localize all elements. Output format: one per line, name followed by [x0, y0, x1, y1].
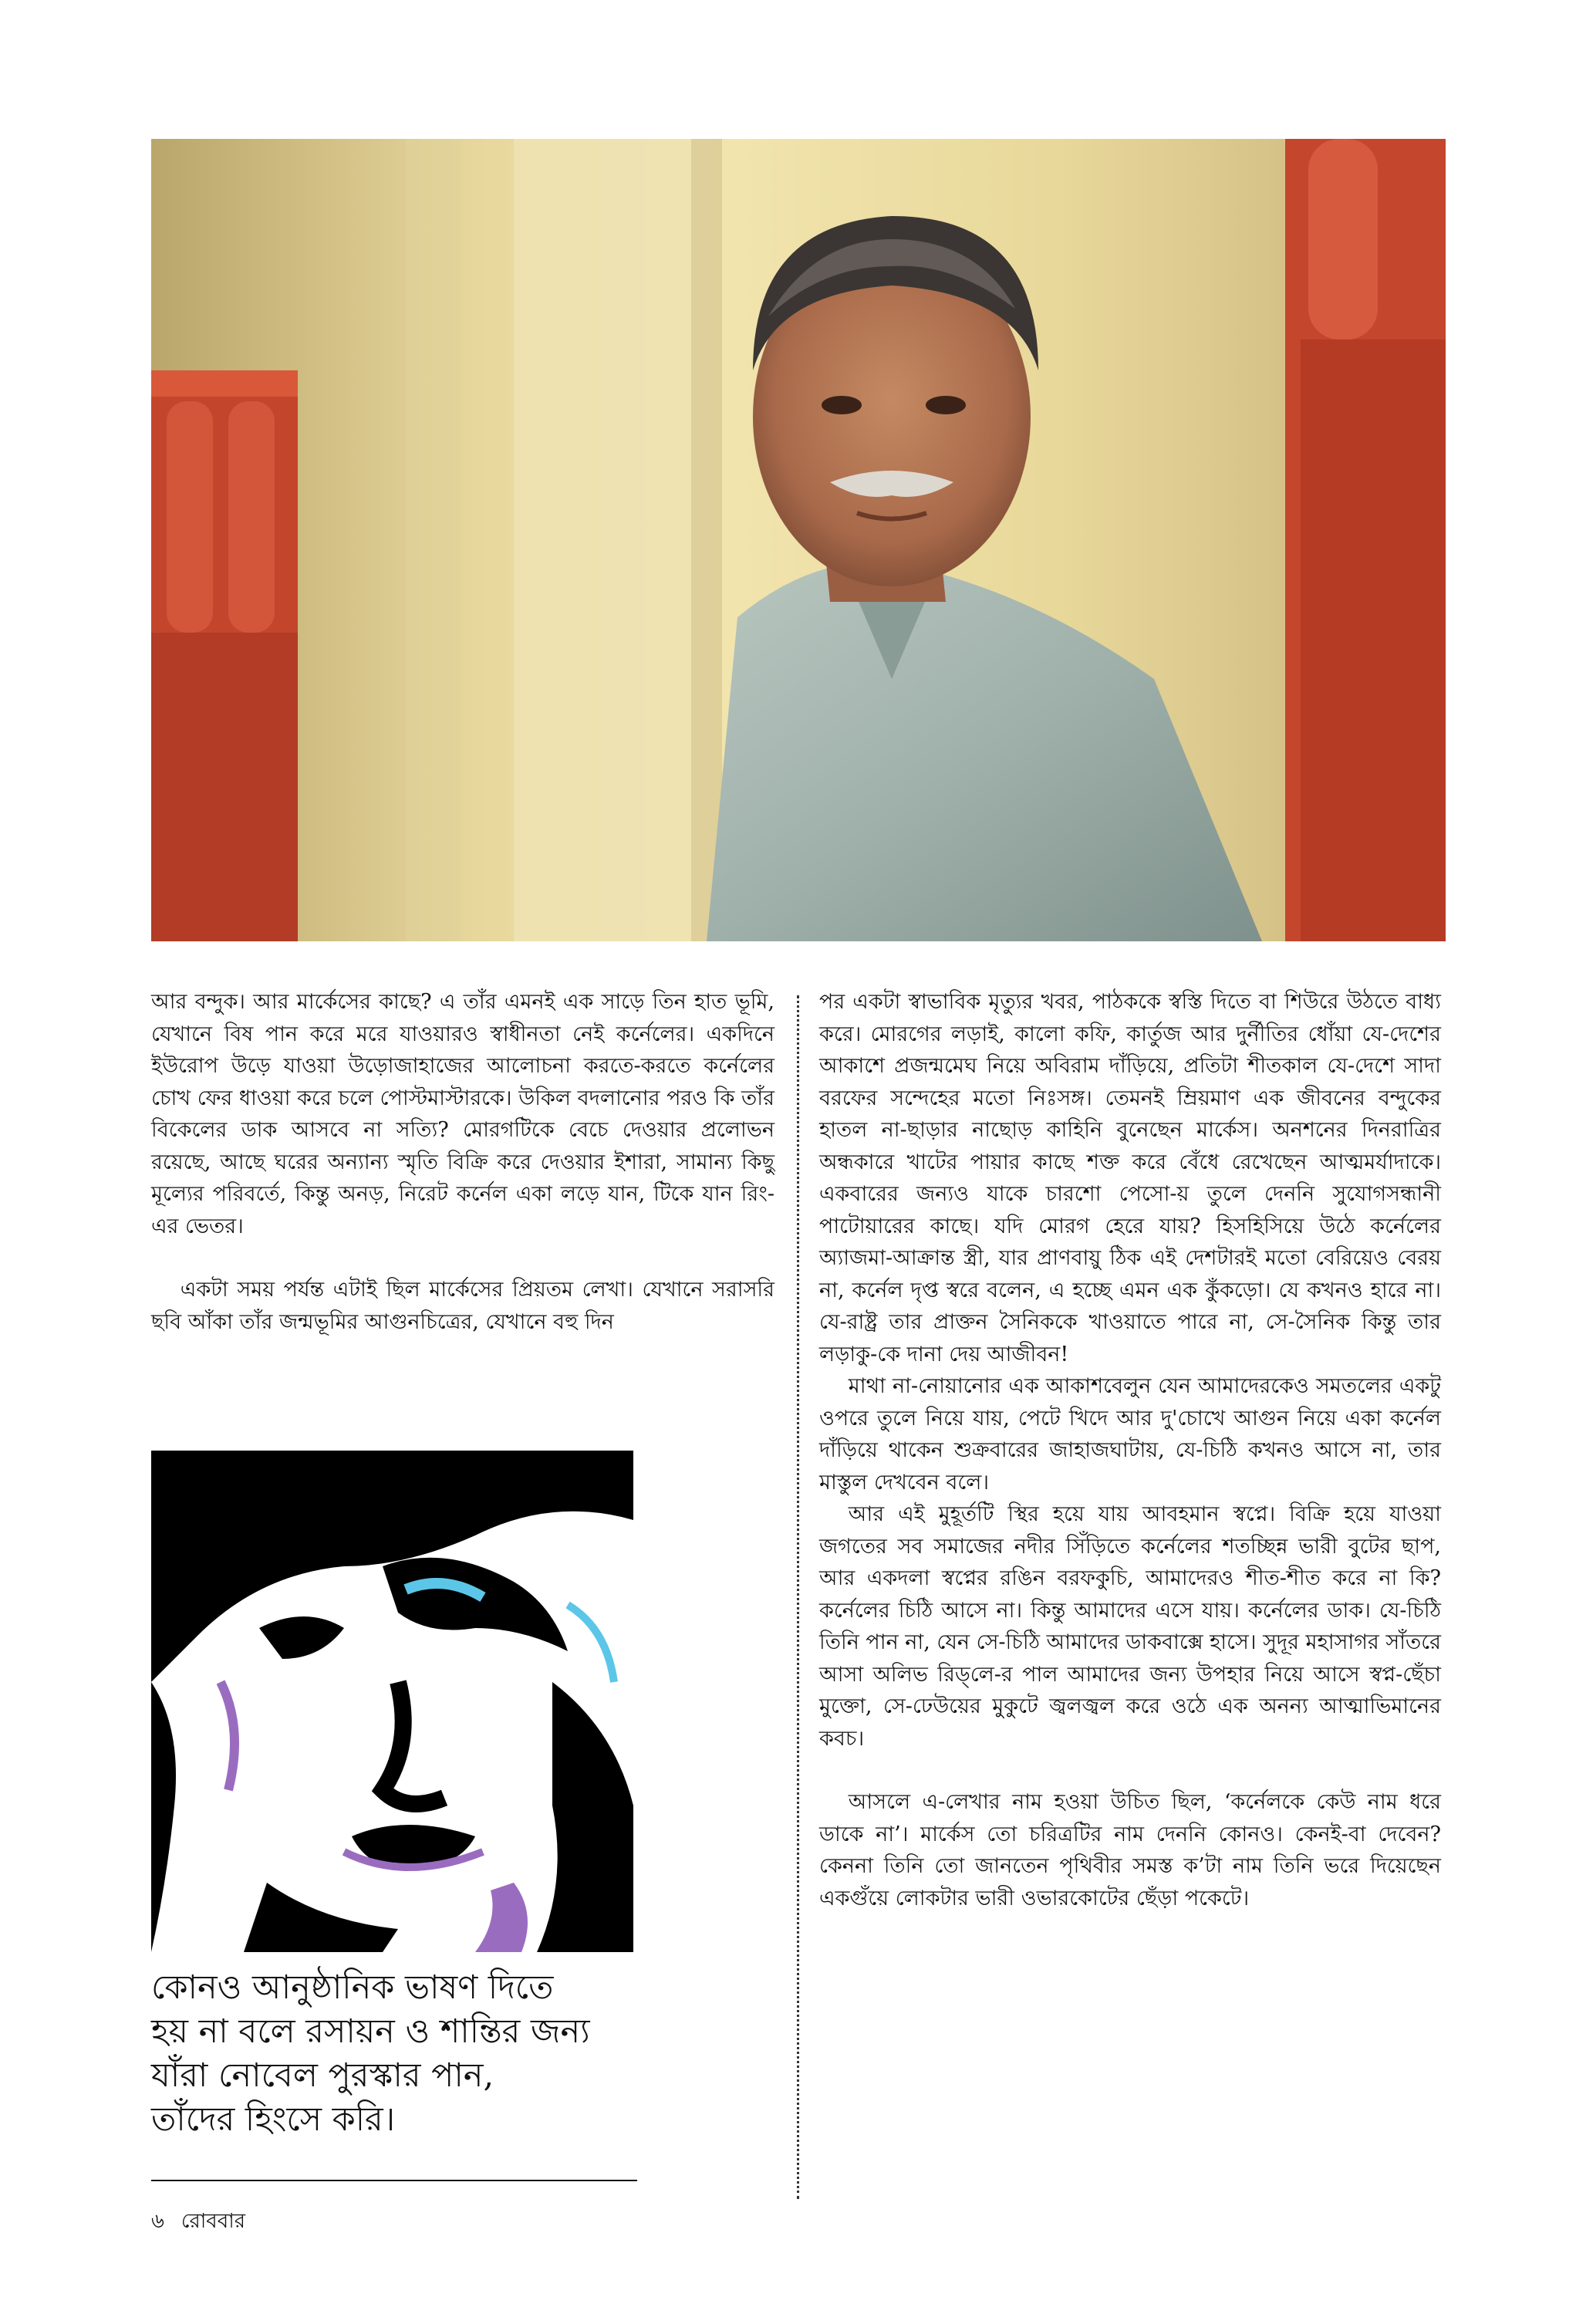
section-name: রোববার [181, 2210, 246, 2233]
portrait-art [151, 1451, 633, 1952]
pull-quote [151, 1966, 645, 2142]
right-paragraph-4: আসলে এ-লেখার নাম হওয়া উচিত ছিল, ‘কর্নেলকে কেউ নাম ধরে ডাকে না’। মার্কেস তো চরিত্রটির নাম দেননি কোনও। কেনই-বা দেবেন? কেননা তিনি তো জানতেন পৃথিবীর সমস্ত ক’টা নাম তিনি ভরে দিয়েছেন একগুঁয়ে লোকটার ভারী ওভারকোটের ছেঁড়া পকেটে। [819, 1790, 1441, 1910]
hero-photo-illustration [151, 139, 1446, 941]
right-paragraph-1: পর একটা স্বাভাবিক মৃত্যুর খবর, পাঠককে স্বস্তি দিতে বা শিউরে উঠতে বাধ্য করে। মোরগের লড়াই, কালো কফি, কার্তুজ আর দুর্নীতির ধোঁয়া যে-দেশের আকাশে প্রজন্মমেঘ নিয়ে অবিরাম দাঁড়িয়ে, প্রতিটা শীতকাল যে-দেশে সাদা বরফের সন্দেহের মতো নিঃসঙ্গ। তেমনই ম্রিয়মাণ এক জীবনের বন্দুকের হাতল না-ছাড়ার নাছোড় কাহিনি বুনেছেন মার্কেস। অনশনের দিনরাত্রির অন্ধকারে খাটের পায়ার কাছে শক্ত করে বেঁধে রেখেছেন আত্মমর্যাদাকে। একবারের জন্যও যাকে চারশো পেসো-য় তুলে দেননি সুযোগসন্ধানী পাটোয়ারের কাছে। যদি মোরগ হেরে যায়? হিসহিসিয়ে উঠে কর্নেলের অ্যাজমা-আক্রান্ত স্ত্রী, যার প্রাণবায়ু ঠিক এই দেশটারই মতো বেরিয়েও বেরয় না, কর্নেল দৃপ্ত স্বরে বলেন, এ হচ্ছে এমন এক কুঁকড়ো। যে কখনও হারে না। যে-রাষ্ট্র তার প্রাক্তন সৈনিককে খাওয়াতে পারে না, সে-সৈনিক কিন্তু তার লড়াকু-কে দানা দেয় আজীবন! [819, 990, 1441, 1366]
right-paragraph-3: আর এই মুহূর্তটি স্থির হয়ে যায় আবহমান স্বপ্নে। বিক্রি হয়ে যাওয়া জগতের সব সমাজের নদীর সিঁড়িতে কর্নেলের শতচ্ছিন্ন ভারী বুটের ছাপ, আর একদলা স্বপ্নের রঙিন বরফকুচি, আমাদেরও শীত-শীত করে না কি? কর্নেলের চিঠি আসে না। কিন্তু আমাদের এসে যায়। কর্নেলের ডাক। যে-চিঠি তিনি পান না, যেন সে-চিঠি আমাদের ডাকবাক্সে হাসে। সুদূর মহাসাগর সাঁতরে আসা অলিভ রিড্‌লে-র পাল আমাদের জন্য উপহার নিয়ে আসে স্বপ্ন-ছেঁচা মুক্তো, সে-ঢেউয়ের মুকুটে জ্বলজ্বল করে ওঠে এক অনন্য আত্মাভিমানের কবচ। [819, 1502, 1441, 1751]
right-column [819, 986, 1441, 1914]
left-column [151, 986, 775, 1338]
pull-quote-rule [151, 2180, 637, 2181]
portrait-art-illustration [151, 1451, 633, 1952]
page-footer [151, 2205, 262, 2239]
page-number: ৬ [151, 2210, 164, 2233]
left-paragraph-1: আর বন্দুক। আর মার্কেসের কাছে? এ তাঁর এমনই এক সাড়ে তিন হাত ভূমি, যেখানে বিষ পান করে মরে যাওয়ারও স্বাধীনতা নেই কর্নেলের। একদিনে ইউরোপ উড়ে যাওয়া উড়োজাহাজের আলোচনা করতে-করতে কর্নেলের চোখ ফের ধাওয়া করে চলে পোস্টমাস্টারকে। উকিল বদলানোর পরও কি তাঁর বিকেলের ডাক আসবে না সত্যি? মোরগটিকে বেচে দেওয়ার প্রলোভন রয়েছে, আছে ঘরের অন্যান্য স্মৃতি বিক্রি করে দেওয়ার ইশারা, সামান্য কিছু মূল্যের পরিবর্তে, কিন্তু অনড়, নিরেট কর্নেল একা লড়ে যান, টিকে যান রিং-এর ভেতর। [151, 990, 775, 1238]
pull-quote-line: কোনও আনুষ্ঠানিক ভাষণ দিতে [151, 1968, 554, 2007]
column-divider [797, 995, 799, 2199]
pull-quote-line: হয় না বলে রসায়ন ও শান্তির জন্য [151, 2012, 590, 2051]
hero-photo [151, 139, 1446, 941]
pull-quote-line: যাঁরা নোবেল পুরস্কার পান, [151, 2056, 494, 2095]
right-paragraph-2: মাথা না-নোয়ানোর এক আকাশবেলুন যেন আমাদেরকেও সমতলের একটু ওপরে তুলে নিয়ে যায়, পেটে খিদে আর দু'চোখে আগুন নিয়ে একা কর্নেল দাঁড়িয়ে থাকেন শুক্রবারের জাহাজঘাটায়, যে-চিঠি কখনও আসে না, তার মাস্তুল দেখবেন বলে। [819, 1374, 1441, 1495]
left-paragraph-2: একটা সময় পর্যন্ত এটাই ছিল মার্কেসের প্রিয়তম লেখা। যেখানে সরাসরি ছবি আঁকা তাঁর জন্মভূমির আগুনচিত্রের, যেখানে বহু দিন [151, 1278, 775, 1334]
pull-quote-line: তাঁদের হিংসে করি। [151, 2100, 396, 2139]
